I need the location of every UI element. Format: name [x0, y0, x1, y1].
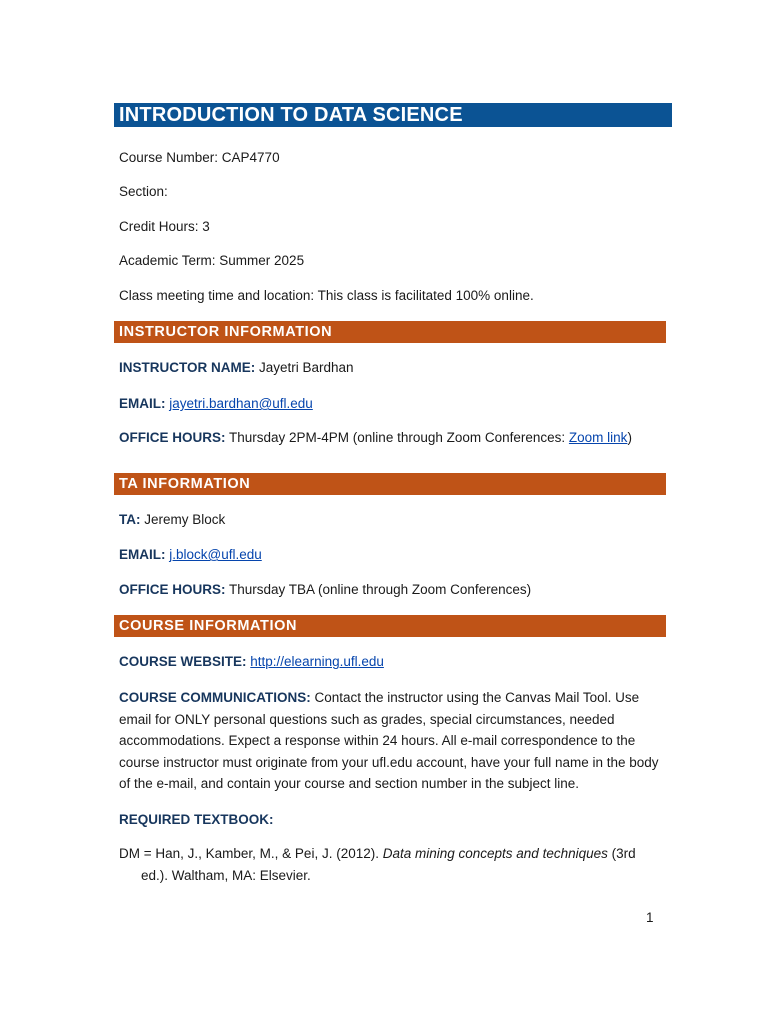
- required-textbook-text: REQUIRED TEXTBOOK:: [119, 812, 274, 827]
- instructor-email-link[interactable]: jayetri.bardhan@ufl.edu: [169, 396, 313, 411]
- instructor-heading: INSTRUCTOR INFORMATION: [114, 321, 666, 343]
- instructor-office-row: [119, 429, 632, 447]
- instructor-name-row: [119, 359, 354, 377]
- reference-prefix: DM = Han, J., Kamber, M., & Pei, J. (2012).: [119, 846, 383, 861]
- course-website-link[interactable]: http://elearning.ufl.edu: [250, 654, 384, 669]
- ta-office-row: [119, 581, 531, 599]
- course-communications: [119, 687, 659, 795]
- document-title: INTRODUCTION TO DATA SCIENCE: [114, 103, 672, 127]
- instructor-office-value: Thursday 2PM-4PM (online through Zoom Conferences:: [225, 430, 569, 445]
- instructor-name-label: INSTRUCTOR NAME:: [119, 360, 256, 375]
- course-number: Course Number: CAP4770: [119, 150, 280, 165]
- course-heading: COURSE INFORMATION: [114, 615, 666, 637]
- instructor-name-value: Jayetri Bardhan: [255, 360, 354, 375]
- ta-name-row: [119, 511, 225, 529]
- zoom-link[interactable]: Zoom link: [568, 430, 628, 445]
- course-website-label: COURSE WEBSITE:: [119, 654, 247, 669]
- ta-email-label: EMAIL:: [119, 547, 166, 562]
- course-communications-text: Contact the instructor using the Canvas Mail Tool. Use email for ONLY personal questions such as grades, special circumstances, needed accommodations. Expect a response within 24 hours. All e-mail correspondence to the course instructor must originate from your ufl.edu account, have your full name in the body of the e-mail, and contain your course and section number in the subject line.: [119, 690, 659, 792]
- section: Section:: [119, 184, 168, 199]
- ta-email-row: [119, 546, 262, 564]
- instructor-office-label: OFFICE HOURS:: [119, 430, 226, 445]
- ta-name-value: Jeremy Block: [140, 512, 226, 527]
- course-website-row: [119, 653, 384, 671]
- credit-hours: Credit Hours: 3: [119, 219, 210, 234]
- instructor-email-row: [119, 395, 313, 413]
- page-number: 1: [646, 910, 654, 925]
- instructor-email-label: EMAIL:: [119, 396, 166, 411]
- reference-title: Data mining concepts and techniques: [382, 846, 608, 861]
- meeting-info: Class meeting time and location: This class is facilitated 100% online.: [119, 288, 534, 303]
- academic-term: Academic Term: Summer 2025: [119, 253, 305, 268]
- textbook-reference: [119, 843, 659, 886]
- reference-suffix: (3rd ed.). Waltham, MA: Elsevier.: [141, 846, 636, 883]
- course-communications-label: COURSE COMMUNICATIONS:: [119, 690, 311, 705]
- ta-heading: TA INFORMATION: [114, 473, 666, 495]
- ta-email-link[interactable]: j.block@ufl.edu: [169, 547, 262, 562]
- instructor-office-close: ): [627, 430, 632, 445]
- ta-name-label: TA:: [119, 512, 141, 527]
- required-textbook-label: [119, 811, 274, 829]
- ta-office-value: Thursday TBA (online through Zoom Conferences): [225, 582, 532, 597]
- ta-office-label: OFFICE HOURS:: [119, 582, 226, 597]
